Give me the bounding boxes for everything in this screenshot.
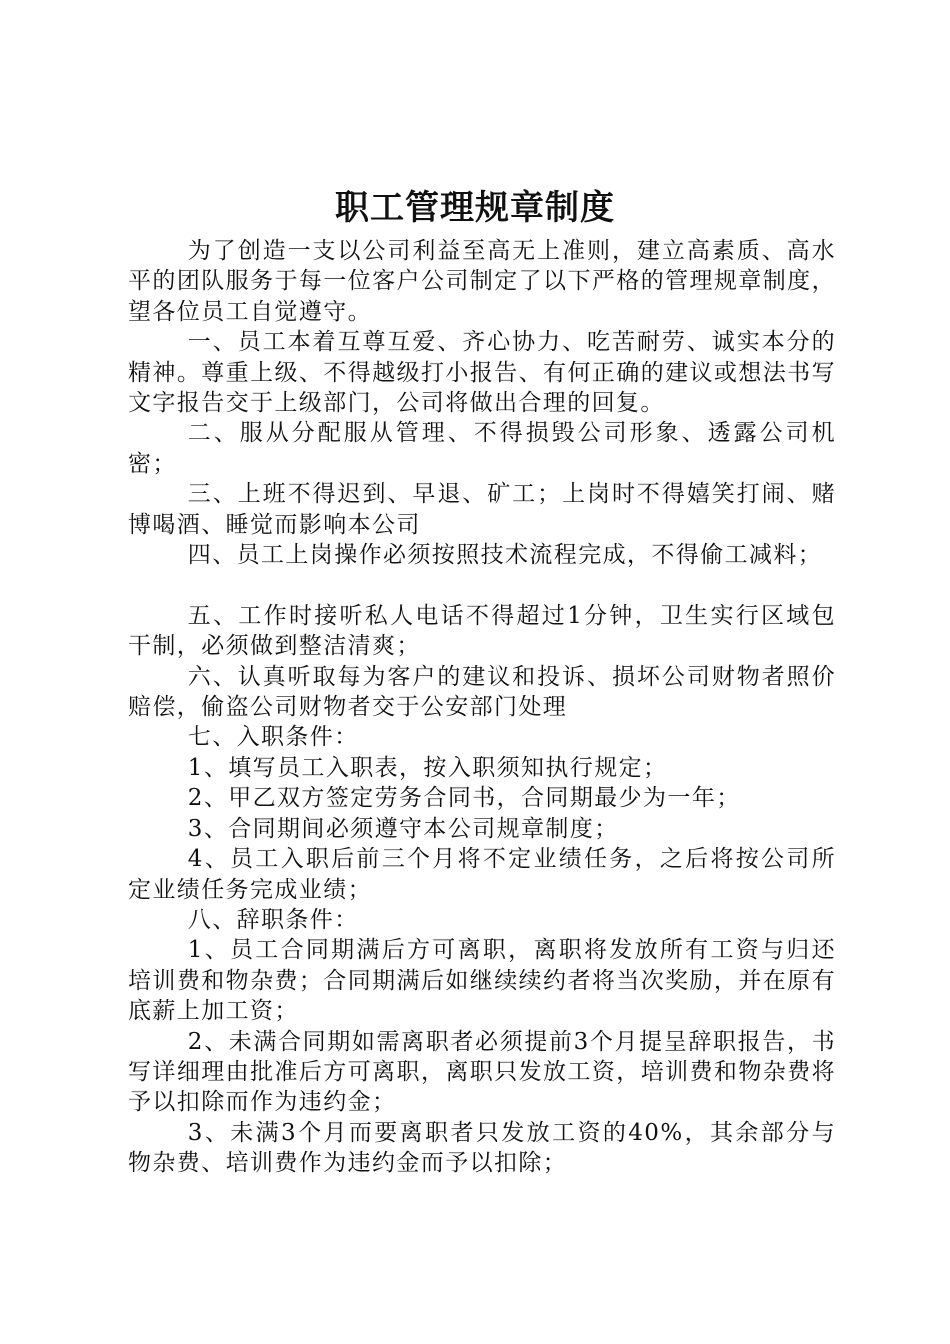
paragraph-rule-2: 二、服从分配服从管理、不得损毁公司形象、透露公司机密； [128, 420, 836, 477]
paragraph-rule-4: 四、员工上岗操作必须按照技术流程完成，不得偷工减料； [187, 542, 823, 569]
resignation-item-1: 1、员工合同期满后方可离职，离职将发放所有工资与归还培训费和物杂费；合同期满后如继续续约者将当次奖励，并在原有底薪上加工资； [128, 937, 836, 1025]
paragraph-rule-5: 五、工作时接听私人电话不得超过1分钟，卫生实行区域包干制，必须做到整洁清爽； [128, 602, 836, 660]
resignation-item-2: 2、未满合同期如需离职者必须提前3个月提呈辞职报告，书写详细理由批准后方可离职，离职只发放工资，培训费和物杂费将予以扣除而作为违约金； [128, 1028, 836, 1116]
paragraph-rule-3: 三、上班不得迟到、早退、矿工；上岗时不得嬉笑打闹、赌博喝酒、睡觉而影响本公司 [128, 481, 836, 538]
section-heading-hiring: 七、入职条件： [187, 724, 359, 751]
hiring-item-2: 2、甲乙双方签定劳务合同书，合同期最少为一年； [187, 785, 741, 812]
document-body [128, 236, 836, 1179]
hiring-item-4: 4、员工入职后前三个月将不定业绩任务，之后将按公司所定业绩任务完成业绩； [128, 846, 836, 903]
hiring-item-3: 3、合同期间必须遵守本公司规章制度； [187, 815, 619, 842]
paragraph-intro: 为了创造一支以公司利益至高无上准则，建立高素质、高水平的团队服务于每一位客户公司制定了以下严格的管理规章制度，望各位员工自觉遵守。 [128, 238, 836, 325]
paragraph-rule-1: 一、员工本着互尊互爱、齐心协力、吃苦耐劳、诚实本分的精神。尊重上级、不得越级打小报告、有何正确的建议或想法书写文字报告交于上级部门，公司将做出合理的回复。 [128, 329, 836, 417]
paragraph-rule-6: 六、认真听取每为客户的建议和投诉、损坏公司财物者照价赔偿，偷盗公司财物者交于公安部门处理 [128, 663, 836, 721]
resignation-item-3: 3、未满3个月而要离职者只发放工资的40%，其余部分与物杂费、培训费作为违约金而予以扣除； [128, 1119, 836, 1177]
hiring-item-1: 1、填写员工入职表，按入职须知执行规定； [187, 754, 668, 781]
section-heading-resignation: 八、辞职条件： [187, 906, 359, 933]
document-title: 职工管理规章制度 [335, 188, 615, 228]
